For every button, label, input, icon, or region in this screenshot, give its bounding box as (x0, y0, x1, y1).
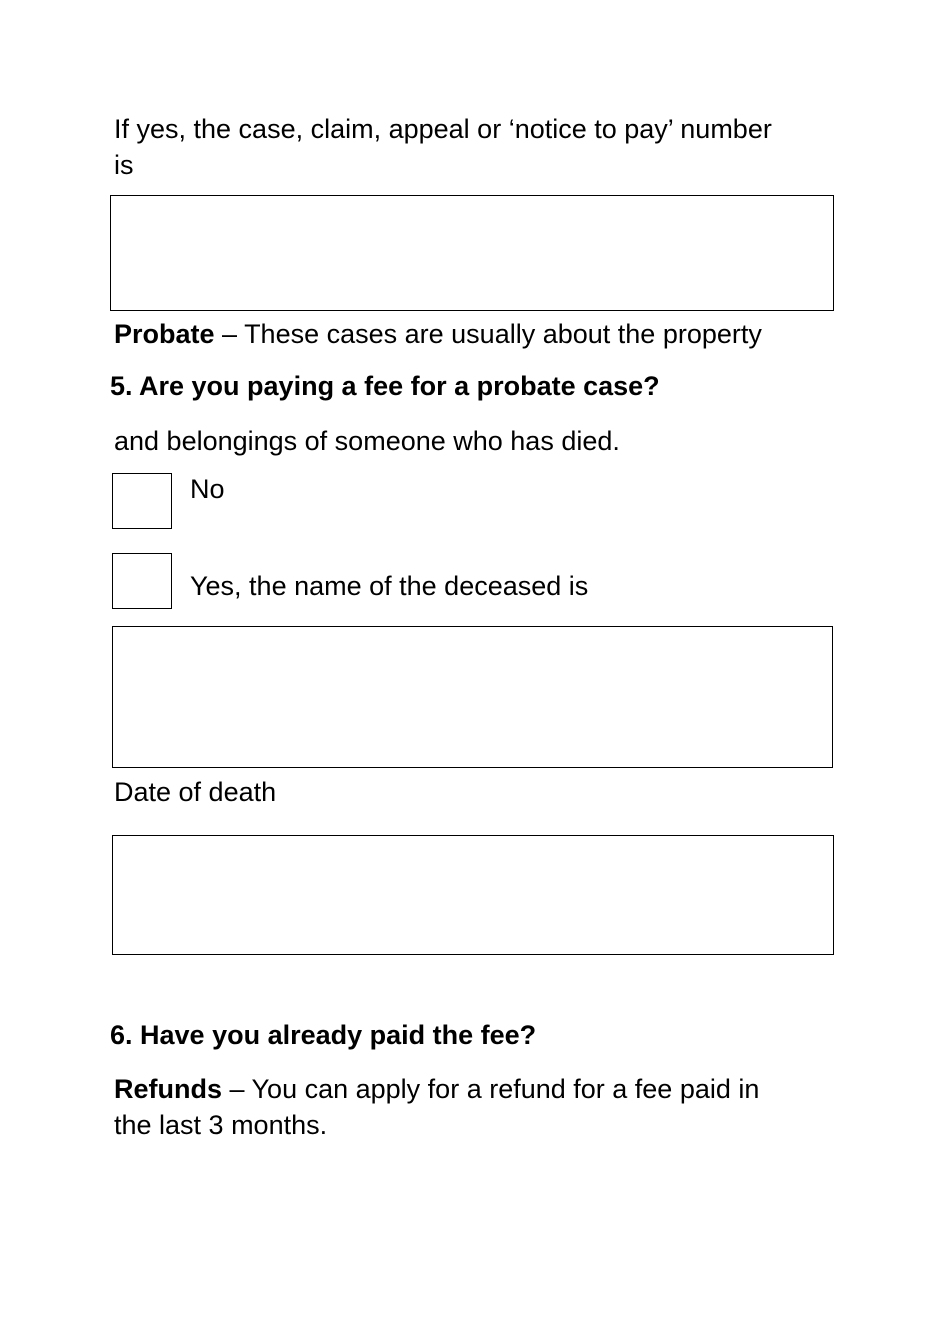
date-of-death-label: Date of death (114, 777, 277, 807)
probate-yes-label: Yes, the name of the deceased is (190, 571, 589, 601)
refunds-text: – You can apply for a refund for a fee paid in (222, 1074, 760, 1104)
probate-description-line1 (114, 317, 762, 352)
probate-yes-checkbox[interactable] (112, 553, 172, 609)
case-number-prompt-line2: is (114, 150, 134, 180)
case-number-prompt-line1: If yes, the case, claim, appeal or ‘notice to pay’ number (114, 114, 772, 144)
date-of-death-input[interactable] (112, 835, 834, 955)
question-5-heading: 5. Are you paying a fee for a probate case? (110, 371, 660, 401)
refunds-line1 (114, 1072, 759, 1107)
probate-no-checkbox[interactable] (112, 473, 172, 529)
probate-description-text: – These cases are usually about the property (214, 319, 762, 349)
refunds-label: Refunds (114, 1074, 222, 1104)
case-number-input[interactable] (110, 195, 834, 311)
probate-no-label: No (190, 474, 225, 504)
deceased-name-input[interactable] (112, 626, 833, 768)
refunds-line2: the last 3 months. (114, 1110, 328, 1140)
question-6-heading: 6. Have you already paid the fee? (110, 1020, 537, 1050)
probate-description-line2: and belongings of someone who has died. (114, 426, 620, 456)
probate-label: Probate (114, 319, 215, 349)
